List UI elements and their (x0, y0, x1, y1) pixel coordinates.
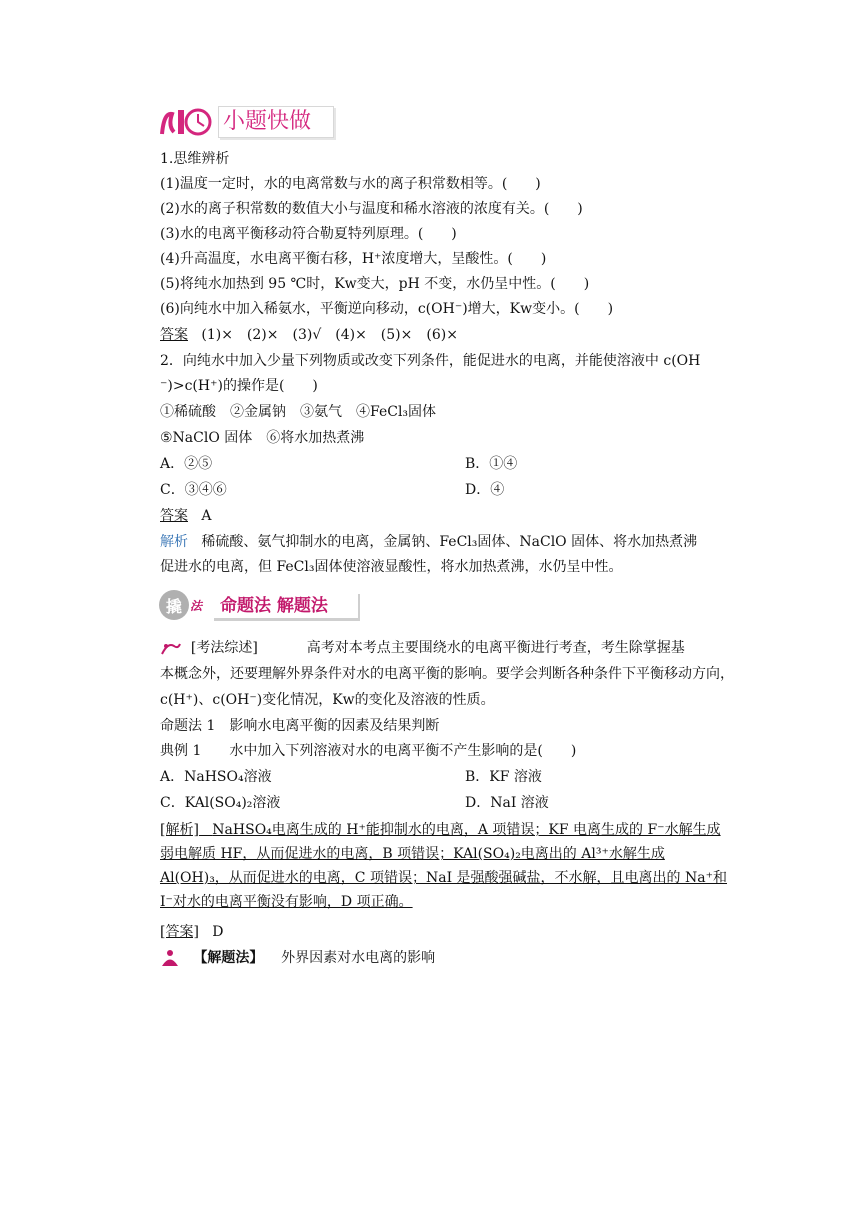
answer-label: [答案] (160, 924, 199, 940)
analysis-text: NaHSO₄电离生成的 H⁺能抑制水的电离，A 项错误；KF 电离生成的 F⁻水解生成弱电解质 HF，从而促进水的电离，B 项错误；KAl(SO₄)₂电离出的 Al³⁺水解生成 Al(OH)₃，从而促进水的电离，C 项错误；NaI 是强酸强碱盐，不水解，且电离出的 Na⁺和 I⁻对水的电离平衡没有影响，D 项正确。 (160, 822, 727, 910)
analysis-label: 解析 (160, 534, 188, 550)
kaofa-line1 (160, 638, 685, 658)
banner-title: 命题法 解题法 (214, 594, 360, 621)
answer-text: (1)× (2)× (3)√ (4)× (5)× (6)× (201, 327, 458, 343)
analysis-line2: 促进水的电离，但 FeCl₃固体使溶液显酸性，将水加热煮沸，水仍呈中性。 (160, 559, 623, 575)
mingti-title: 命题法 1 影响水电离平衡的因素及结果判断 (160, 718, 440, 734)
q2-option-a: A．②⑤ (160, 456, 213, 472)
item-3: (3)水的电离平衡移动符合勒夏特列原理。( ) (160, 226, 457, 242)
q2-options-line1: ①稀硫酸 ②金属钠 ③氨气 ④FeCl₃固体 (160, 404, 437, 420)
answer-label: 答案 (160, 508, 188, 524)
q2-option-c: C．③④⑥ (160, 482, 227, 498)
answer-2-row (160, 506, 211, 526)
item-5: (5)将纯水加热到 95 ℃时，Kw变大，pH 不变，水仍呈中性。( ) (160, 276, 590, 292)
answer-1-row (160, 325, 458, 345)
lever-logo-icon (158, 588, 214, 622)
example-option-c: C．KAl(SO₄)₂溶液 (160, 795, 281, 811)
example-option-d: D．NaI 溶液 (465, 795, 549, 811)
example-answer-row (160, 922, 224, 942)
example-analysis (160, 818, 730, 914)
jietifa-row (160, 948, 435, 968)
jietifa-text: 外界因素对水电离的影响 (281, 950, 436, 966)
item-4: (4)升高温度，水电离平衡右移，H⁺浓度增大，呈酸性。( ) (160, 251, 547, 267)
svg-text:撬: 撬 (166, 597, 183, 616)
svg-text:法: 法 (190, 599, 203, 613)
buddha-icon (160, 949, 180, 967)
q2-stem-line2: ⁻)>c(H⁺)的操作是( ) (160, 378, 318, 394)
jietifa-label: 【解题法】 (193, 950, 264, 966)
clock-logo-icon (158, 104, 216, 140)
analysis-label: [解析] (160, 822, 199, 838)
kaofa-line2: 本概念外，还要理解外界条件对水的电离平衡的影响。要学会判断各种条件下平衡移动方向， (160, 666, 734, 682)
banner-title: 小题快做 (218, 106, 334, 138)
item-2: (2)水的离子积常数的数值大小与温度和稀水溶液的浓度有关。( ) (160, 201, 583, 217)
q2-stem-line1: 2．向纯水中加入少量下列物质或改变下列条件，能促进水的电离，并能使溶液中 c(OH (160, 353, 701, 369)
kaofa-line3: c(H⁺)、c(OH⁻)变化情况，Kw的变化及溶液的性质。 (160, 692, 495, 708)
q2-option-d: D．④ (465, 482, 505, 498)
answer-label: 答案 (160, 327, 188, 343)
section-heading: 1.思维辨析 (160, 151, 230, 167)
q2-options-line2: ⑤NaClO 固体 ⑥将水加热煮沸 (160, 430, 365, 446)
kaofa-text-1: 高考对本考点主要围绕水的电离平衡进行考查，考生除掌握基 (306, 640, 685, 656)
answer-text: D (212, 924, 224, 940)
method-banner (158, 588, 358, 622)
item-1: (1)温度一定时，水的电离常数与水的离子积常数相等。( ) (160, 176, 541, 192)
analysis-line1 (160, 532, 697, 552)
example-option-b: B．KF 溶液 (465, 769, 542, 785)
example-stem: 典例 1 水中加入下列溶液对水的电离平衡不产生影响的是( ) (160, 743, 577, 759)
answer-text: A (201, 508, 212, 524)
item-6: (6)向纯水中加入稀氨水，平衡逆向移动，c(OH⁻)增大，Kw变小。( ) (160, 301, 614, 317)
kaofa-label: [考法综述] (190, 640, 258, 656)
quick-practice-banner (158, 104, 338, 140)
pen-icon (160, 640, 182, 656)
example-option-a: A．NaHSO₄溶液 (160, 769, 272, 785)
q2-option-b: B．①④ (465, 456, 518, 472)
analysis-text-1: 稀硫酸、氨气抑制水的电离，金属钠、FeCl₃固体、NaClO 固体、将水加热煮沸 (201, 534, 698, 550)
